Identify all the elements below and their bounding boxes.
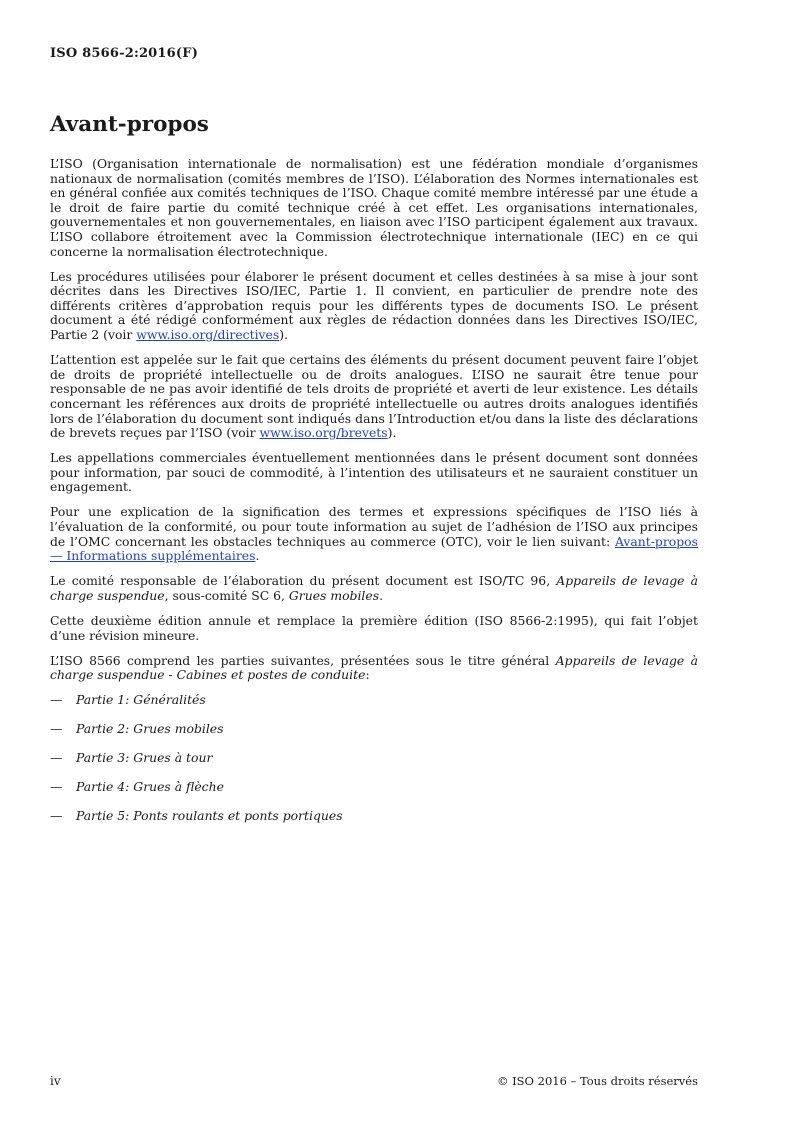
paragraph-conformity xyxy=(50,505,698,563)
list-item xyxy=(50,780,698,795)
page-number: iv xyxy=(50,1074,61,1088)
list-item-label: Partie 4: Grues à flèche xyxy=(76,779,224,795)
list-item-label: Partie 2: Grues mobiles xyxy=(76,721,224,737)
paragraph-edition: Cette deuxième édition annule et remplace la première édition (ISO 8566-2:1995), qui fait l’objet d’une révision mineure. xyxy=(50,613,698,643)
foreword-body xyxy=(50,157,698,838)
list-item xyxy=(50,722,698,737)
paragraph-text: L’ISO 8566 comprend les parties suivantes, présentées sous le titre général xyxy=(50,652,556,668)
paragraph-end: ). xyxy=(387,425,397,441)
paragraph-mid: , sous-comité SC 6, xyxy=(164,587,289,603)
paragraph-parts-intro xyxy=(50,654,698,683)
list-item-label: Partie 5: Ponts roulants et ponts portiques xyxy=(76,807,343,823)
list-dash: — xyxy=(50,721,63,737)
paragraph-end: . xyxy=(379,587,384,603)
paragraph-procedures xyxy=(50,270,698,343)
paragraph-text: Le comité responsable de l’élaboration du présent document est ISO/TC 96, xyxy=(50,573,557,589)
paragraph-text: L’attention est appelée sur le fait que certains des éléments du présent document peuvent faire l’objet de droits de propriété intellectuelle ou de droits analogues. L’ISO ne saurait être tenue pour responsable de ne pas avoir identifié de tels droits de propriété et averti de leur existence. Les détails concernant les références aux droits de propriété intellectuelle ou autres droits analogues identifiés lors de l’élaboration du document sont indiqués dans l’Introduction et/ou dans la liste des déclarations de brevets reçues par l’ISO (voir xyxy=(50,352,698,441)
paragraph-trade-names: Les appellations commerciales éventuellement mentionnées dans le présent document sont données pour information, par souci de commodité, à l’intention des utilisateurs et ne sauraient constituer un engagement. xyxy=(50,450,698,495)
list-dash: — xyxy=(50,750,63,766)
paragraph-text: Pour une explication de la signification des termes et expressions spécifiques de l’ISO liés à l’évaluation de la conformité, ou pour toute information au sujet de l’adhésion de l’ISO aux principes de l’OMC concernant les obstacles techniques au commerce (OTC), voir le lien suivant: xyxy=(50,504,698,549)
page-title: Avant-propos xyxy=(50,112,209,137)
list-dash: — xyxy=(50,807,63,823)
directives-link[interactable]: www.iso.org/directives xyxy=(136,327,280,343)
paragraph-iso-intro: L’ISO (Organisation internationale de normalisation) est une fédération mondiale d’organismes nationaux de normalisation (comités membres de l’ISO). L’élaboration des Normes internationales est en général confiée aux comités techniques de l’ISO. Chaque comité membre intéressé par une étude a le droit de faire partie du comité technique créé à cet effet. Les organisations internationales, gouvernementales et non gouvernementales, en liaison avec l’ISO participent également aux travaux. L’ISO collabore étroitement avec la Commission électrotechnique internationale (IEC) en ce qui concerne la normalisation électrotechnique. xyxy=(50,156,698,259)
list-item xyxy=(50,751,698,766)
foreword-info-link[interactable]: Avant-propos — Informations supplémentaires xyxy=(50,533,698,564)
list-item xyxy=(50,693,698,708)
paragraph-end: . xyxy=(255,548,260,564)
series-title: Appareils de levage à charge suspendue - Cabines et postes de conduite xyxy=(50,652,698,683)
parts-list xyxy=(50,693,698,823)
list-dash: — xyxy=(50,779,63,795)
list-item-label: Partie 1: Généralités xyxy=(76,692,206,708)
list-item-label: Partie 3: Grues à tour xyxy=(76,750,213,766)
paragraph-committee xyxy=(50,574,698,603)
paragraph-patents xyxy=(50,353,698,441)
list-item xyxy=(50,809,698,824)
paragraph-text: Les procédures utilisées pour élaborer le présent document et celles destinées à sa mise à jour sont décrites dans les Directives ISO/IEC, Partie 1. Il convient, en particulier de prendre note des différents critères d’approbation requis pour les différents types de documents ISO. Le présent document a été rédigé conformément aux règles de rédaction données dans les Directives ISO/IEC, Partie 2 (voir xyxy=(50,268,698,343)
paragraph-end: : xyxy=(365,667,370,683)
patents-link[interactable]: www.iso.org/brevets xyxy=(259,425,388,441)
copyright-notice: © ISO 2016 – Tous droits réservés xyxy=(496,1074,698,1088)
paragraph-end: ). xyxy=(279,327,289,343)
committee-title: Appareils de levage à charge suspendue xyxy=(50,573,698,603)
list-dash: — xyxy=(50,692,63,708)
document-code: ISO 8566-2:2016(F) xyxy=(50,46,199,61)
subcommittee-title: Grues mobiles xyxy=(288,587,380,603)
